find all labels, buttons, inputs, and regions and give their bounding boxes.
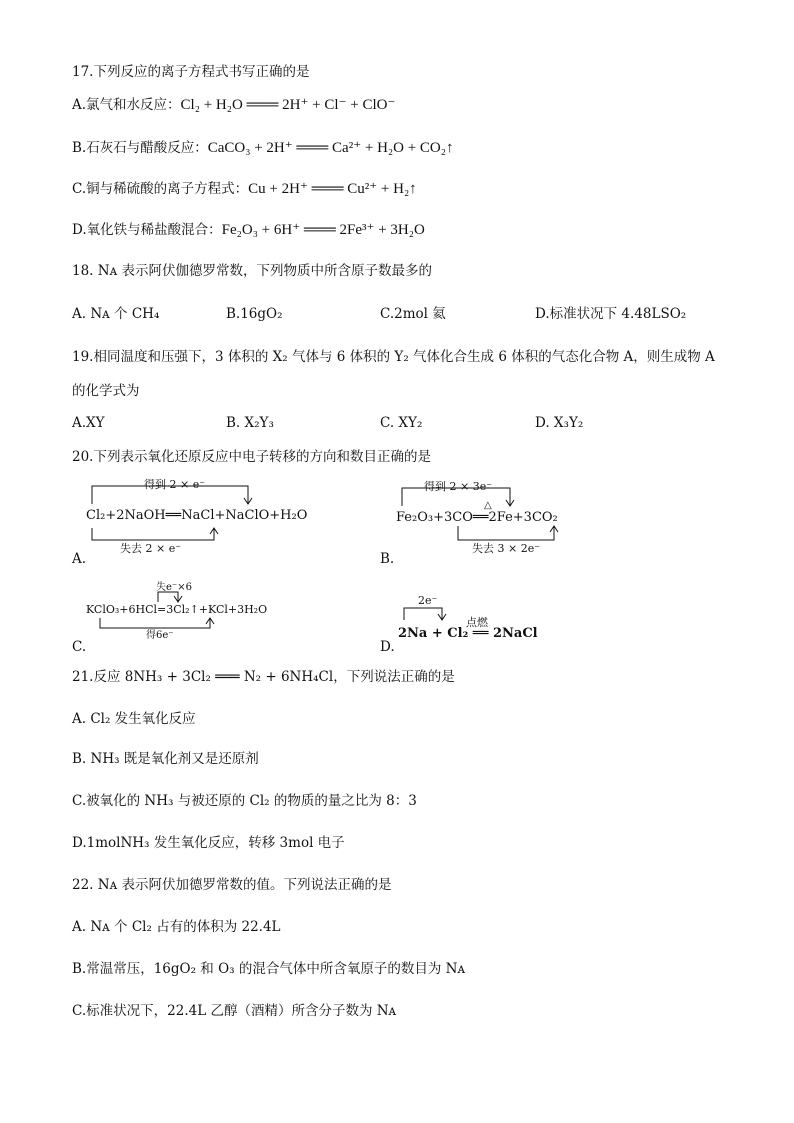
q20-diagram-b: [392, 476, 592, 558]
q21-option-d: D.1molNH₃ 发生氧化反应，转移 3mol 电子: [72, 835, 345, 851]
q18-option-d: D.标准状况下 4.48LSO₂: [535, 306, 687, 322]
q22-option-c: C.标准状况下，22.4L 乙醇（酒精）所含分子数为 Nᴀ: [72, 1003, 397, 1019]
q20-a-loss-label: 失去 2 × e⁻: [120, 542, 182, 555]
q22-option-b: B.常温常压，16gO₂ 和 O₃ 的混合气体中所含氧原子的数目为 Nᴀ: [72, 961, 466, 977]
q17-option-b: [72, 139, 454, 157]
q22-option-a: A. Nᴀ 个 Cl₂ 占有的体积为 22.4L: [72, 919, 281, 935]
q20-diagram-c: [86, 578, 286, 641]
q17-c-equation: Cu + 2H⁺ ═══ Cu²⁺ + H₂↑: [248, 181, 417, 197]
q20-c-gain-label: 得6e⁻: [146, 630, 174, 641]
q20-diagram-a: [80, 476, 330, 558]
heat-condition-icon: △: [484, 500, 492, 511]
q20-a-gain-label: 得到 2 × e⁻: [144, 478, 206, 491]
q17-a-label: A.氯气和水反应：: [72, 97, 181, 113]
q19-stem: 19.相同温度和压强下，3 体积的 X₂ 气体与 6 体积的 Y₂ 气体化合生成 6 体积的气态化合物 A，则生成物 A: [72, 349, 715, 365]
q20-stem: 20.下列表示氧化还原反应中电子转移的方向和数目正确的是: [72, 449, 431, 465]
q21-option-b: B. NH₃ 既是氧化剂又是还原剂: [72, 751, 259, 767]
q19-option-d: D. X₃Y₂: [535, 415, 584, 431]
q22-stem: 22. Nᴀ 表示阿伏加德罗常数的值。下列说法正确的是: [72, 877, 392, 893]
q17-d-label: D.氧化铁与稀盐酸混合：: [72, 222, 222, 238]
q18-option-a: A. Nᴀ 个 CH₄: [72, 306, 160, 322]
q20-d-electron-label: 2e⁻: [418, 594, 438, 607]
q18-option-c: C.2mol 氦: [380, 306, 446, 322]
q20-c-equation: KClO₃+6HCl=3Cl₂↑+KCl+3H₂O: [86, 603, 268, 616]
q18-stem: 18. Nᴀ 表示阿伏伽德罗常数，下列物质中所含原子数最多的: [72, 263, 432, 279]
q20-a-label: A.: [72, 551, 87, 567]
q21-option-c: C.被氧化的 NH₃ 与被还原的 Cl₂ 的物质的量之比为 8：3: [72, 793, 417, 809]
ignite-condition-label: 点燃: [466, 616, 488, 629]
q17-a-equation: Cl₂ + H₂O ═══ 2H⁺ + Cl⁻ + ClO⁻: [180, 97, 396, 113]
q20-d-label: D.: [380, 639, 395, 655]
q20-c-loss-label: 失e⁻×6: [156, 582, 192, 593]
q19-option-c: C. XY₂: [380, 415, 423, 431]
q20-d-equation: 2Na + Cl₂ ══ 2NaCl: [398, 626, 538, 641]
q17-option-c: [72, 180, 417, 198]
q20-b-loss-label: 失去 3 × 2e⁻: [472, 542, 541, 555]
q17-d-equation: Fe₂O₃ + 6H⁺ ═══ 2Fe³⁺ + 3H₂O: [221, 222, 425, 238]
q21-stem: 21.反应 8NH₃ + 3Cl₂ ═══ N₂ + 6NH₄Cl，下列说法正确的是: [72, 669, 455, 685]
q18-option-b: B.16gO₂: [226, 306, 283, 322]
q20-b-label: B.: [380, 551, 395, 567]
q19-stem-cont: 的化学式为: [72, 383, 140, 399]
q17-b-equation: CaCO₃ + 2H⁺ ═══ Ca²⁺ + H₂O + CO₂↑: [207, 140, 454, 156]
q21-option-a: A. Cl₂ 发生氧化反应: [72, 711, 196, 727]
q17-option-a: [72, 96, 395, 114]
q20-b-gain-label: 得到 2 × 3e⁻: [424, 480, 493, 493]
q17-b-label: B.石灰石与醋酸反应：: [72, 140, 208, 156]
q17-c-label: C.铜与稀硫酸的离子方程式：: [72, 181, 249, 197]
q20-b-equation: Fe₂O₃+3CO══2Fe+3CO₂: [396, 510, 558, 525]
q19-option-a: A.XY: [72, 415, 105, 431]
q17-stem: 17.下列反应的离子方程式书写正确的是: [72, 64, 310, 80]
q20-diagram-d: [392, 590, 592, 650]
q20-c-label: C.: [72, 639, 87, 655]
q20-a-equation: Cl₂+2NaOH══NaCl+NaClO+H₂O: [86, 508, 308, 523]
q17-option-d: [72, 221, 425, 239]
q19-option-b: B. X₂Y₃: [226, 415, 274, 431]
